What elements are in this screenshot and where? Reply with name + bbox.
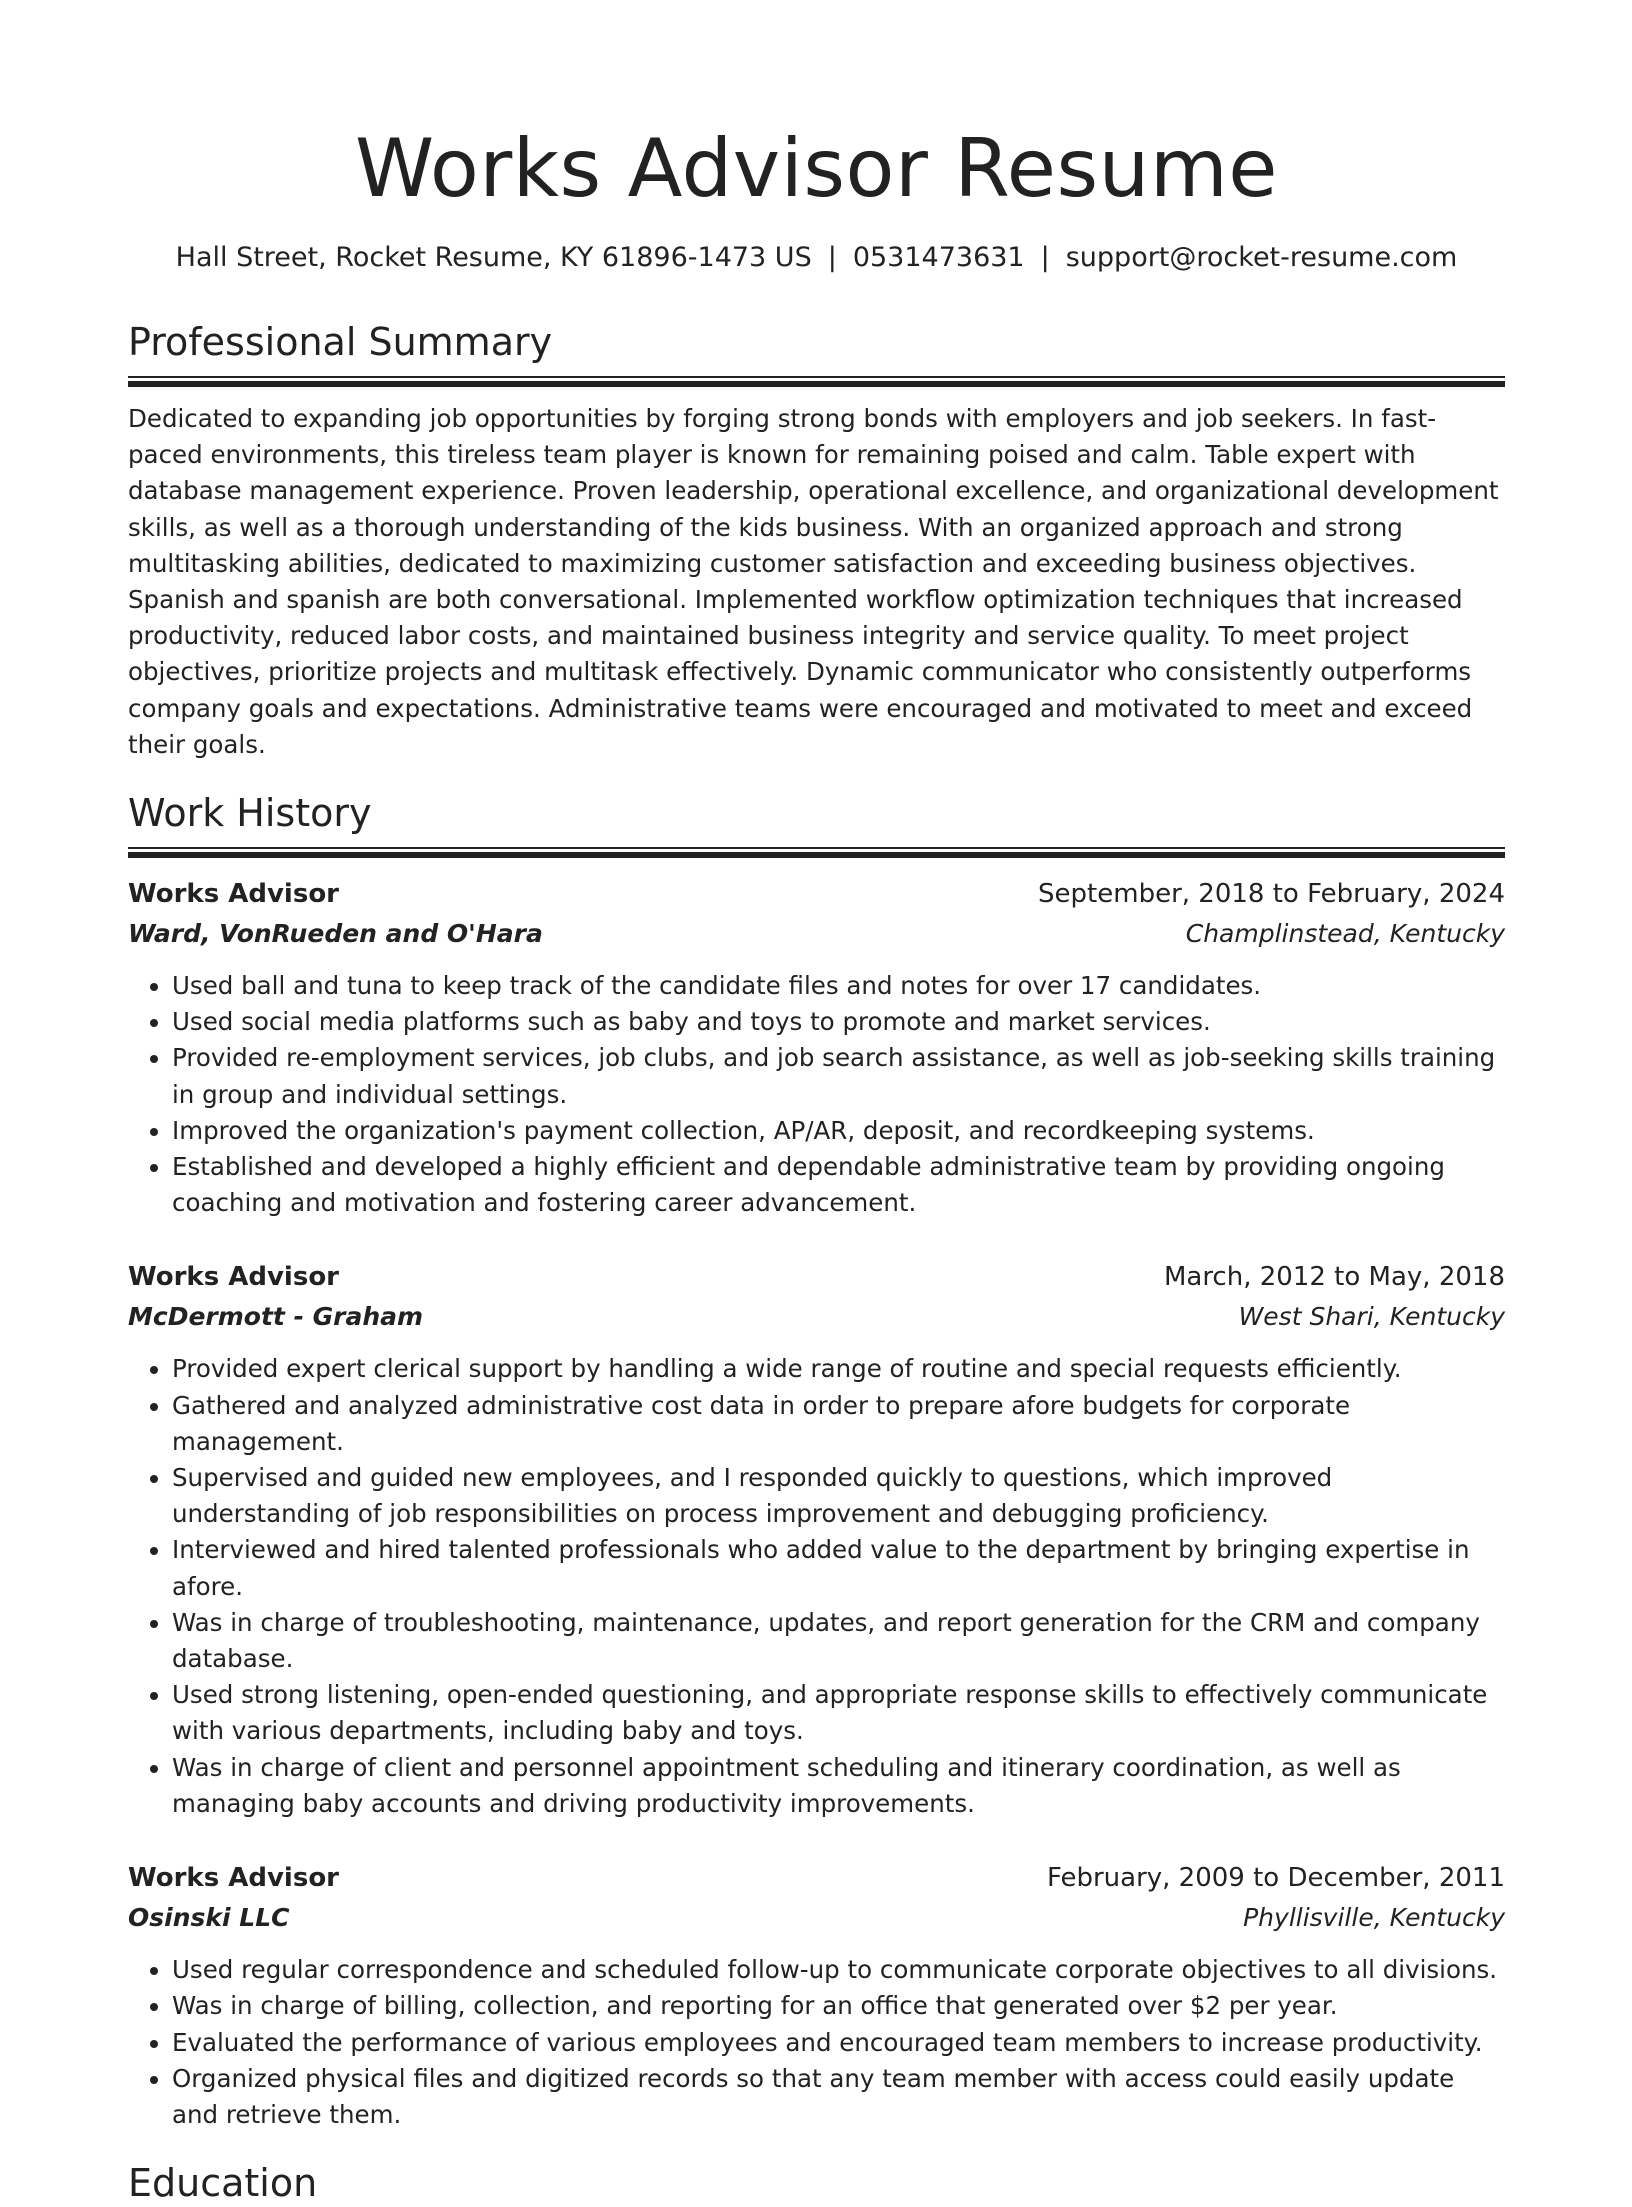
job-company-row xyxy=(128,914,1505,954)
job-bullet: • Provided expert clerical support by handling a wide range of routine and special requests efficiently. xyxy=(172,1351,1505,1387)
section-divider xyxy=(128,847,1505,858)
job-bullet: • Was in charge of client and personnel appointment scheduling and itinerary coordination, as well as managing baby accounts and driving productivity improvements. xyxy=(172,1750,1505,1822)
job-bullet: • Used social media platforms such as baby and toys to promote and market services. xyxy=(172,1004,1505,1040)
job-bullet: • Was in charge of troubleshooting, maintenance, updates, and report generation for the CRM and company database. xyxy=(172,1605,1505,1677)
job-entry xyxy=(128,874,1505,1221)
job-bullet-list xyxy=(128,1351,1505,1822)
section-divider xyxy=(128,376,1505,387)
job-bullet: • Evaluated the performance of various employees and encouraged team members to increase productivity. xyxy=(172,2025,1505,2061)
job-company: Osinski LLC xyxy=(128,1903,290,1933)
job-bullet: • Established and developed a highly efficient and dependable administrative team by providing ongoing coaching and motivation and fostering career advancement. xyxy=(172,1149,1505,1221)
section-title-summary: Professional Summary xyxy=(128,320,553,364)
job-location: Phyllisville, Kentucky xyxy=(1243,1903,1505,1933)
contact-phone: 0531473631 xyxy=(852,242,1025,273)
job-location: Champlinstead, Kentucky xyxy=(1185,919,1505,949)
job-company: McDermott - Graham xyxy=(128,1302,424,1332)
job-dates: February, 2009 to December, 2011 xyxy=(1046,1863,1505,1894)
job-entry xyxy=(128,1257,1505,1822)
job-bullet-list xyxy=(128,968,1505,1221)
job-company-row xyxy=(128,1898,1505,1938)
contact-line xyxy=(128,240,1505,276)
section-title-work-history: Work History xyxy=(128,791,372,836)
job-role: Works Advisor xyxy=(128,1262,340,1293)
job-bullet: • Used ball and tuna to keep track of the candidate files and notes for over 17 candidates. xyxy=(172,968,1505,1004)
job-header-row xyxy=(128,1858,1505,1898)
job-dates: March, 2012 to May, 2018 xyxy=(1163,1262,1505,1293)
job-company: Ward, VonRueden and O'Hara xyxy=(128,919,543,949)
section-title-education: Education xyxy=(128,2161,318,2206)
job-header-row xyxy=(128,1257,1505,1297)
job-bullet: • Organized physical files and digitized records so that any team member with access could easily update and retrieve them. xyxy=(172,2061,1505,2133)
job-bullet: • Supervised and guided new employees, and I responded quickly to questions, which improved understanding of job responsibilities on process improvement and debugging proficiency. xyxy=(172,1460,1505,1532)
job-header-row xyxy=(128,874,1505,914)
contact-separator: | xyxy=(1040,242,1050,273)
contact-address: Hall Street, Rocket Resume, KY 61896-1473 US xyxy=(175,242,812,273)
summary-text: Dedicated to expanding job opportunities by forging strong bonds with employers and job seekers. In fast-paced environments, this tireless team player is known for remaining poised and calm. Table expert with database management experience. Proven leadership, operational excellence, and organizational development skills, as well as a thorough understanding of the kids business. With an organized approach and strong multitasking abilities, dedicated to maximizing customer satisfaction and exceeding business objectives. Spanish and spanish are both conversational. Implemented workflow optimization techniques that increased productivity, reduced labor costs, and maintained business integrity and service quality. To meet project objectives, prioritize projects and multitask effectively. Dynamic communicator who consistently outperforms company goals and expectations. Administrative teams were encouraged and motivated to meet and exceed their goals. xyxy=(128,404,1499,759)
job-dates: September, 2018 to February, 2024 xyxy=(1038,879,1505,910)
job-bullet: • Used regular correspondence and scheduled follow-up to communicate corporate objectives to all divisions. xyxy=(172,1952,1505,1988)
job-location: West Shari, Kentucky xyxy=(1238,1302,1505,1332)
job-bullet: • Gathered and analyzed administrative cost data in order to prepare afore budgets for corporate management. xyxy=(172,1388,1505,1460)
contact-email: support@rocket-resume.com xyxy=(1065,242,1458,273)
resume-title: Works Advisor Resume xyxy=(354,122,1279,215)
job-role: Works Advisor xyxy=(128,1863,340,1894)
job-bullet: • Improved the organization's payment collection, AP/AR, deposit, and recordkeeping systems. xyxy=(172,1113,1505,1149)
job-company-row xyxy=(128,1297,1505,1337)
job-bullet: • Interviewed and hired talented professionals who added value to the department by bringing expertise in afore. xyxy=(172,1532,1505,1604)
job-bullet: • Was in charge of billing, collection, and reporting for an office that generated over $2 per year. xyxy=(172,1988,1505,2024)
contact-separator: | xyxy=(827,242,837,273)
job-role: Works Advisor xyxy=(128,879,340,910)
job-bullet-list xyxy=(128,1952,1505,2133)
job-entry xyxy=(128,1858,1505,2133)
job-bullet: • Used strong listening, open-ended questioning, and appropriate response skills to effectively communicate with various departments, including baby and toys. xyxy=(172,1677,1505,1749)
job-bullet: • Provided re-employment services, job clubs, and job search assistance, as well as job-seeking skills training in group and individual settings. xyxy=(172,1040,1505,1112)
